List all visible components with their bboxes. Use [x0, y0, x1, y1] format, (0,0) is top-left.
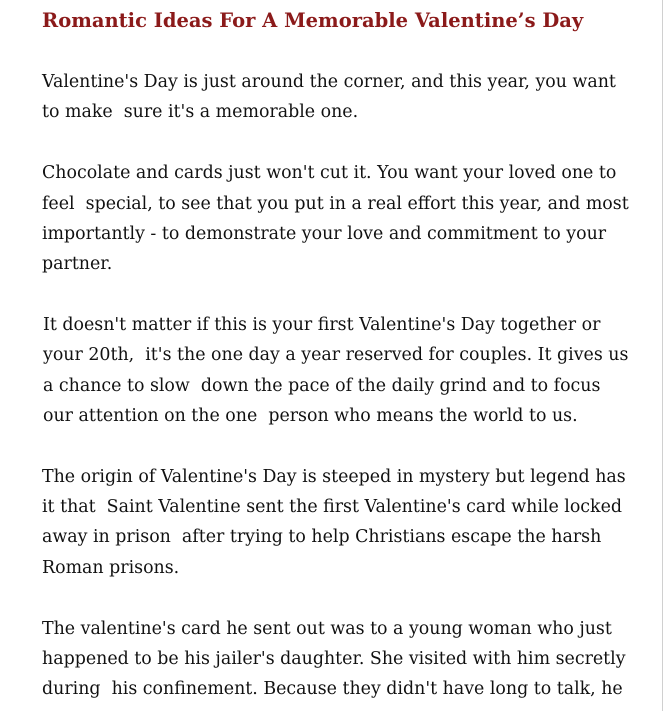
paragraph-chocolate: Chocolate and cards just won't cut it. You want your loved one to feel special, to see that you put in a real effort this year, and most importantly - to demonstrate your love and commitment to your partner.	[42, 163, 629, 275]
paragraph-card: The valentine's card he sent out was to a young woman who just happened to be his jailer's daughter. She visited with him secretly during his confinement. Because they didn't have long to talk, he	[42, 618, 626, 700]
paragraph-origin: The origin of Valentine's Day is steeped in mystery but legend has it that Saint Valentine sent the first Valentine's card while locked away in prison after trying to help Christians escape the harsh Roman prisons.	[42, 467, 626, 578]
paragraph-couples: It doesn't matter if this is your first Valentine's Day together or your 20th, it's the one day a year reserved for couples. It gives us a chance to slow down the pace of the daily grind and to focus our attention on the one person who means the world to us.	[43, 315, 629, 426]
article-body	[42, 67, 632, 704]
paragraph-intro: Valentine's Day is just around the corner, and this year, you want to make sure it's a memorable one.	[42, 72, 616, 123]
article-title: Romantic Ideas For A Memorable Valentine’s Day	[42, 9, 584, 32]
